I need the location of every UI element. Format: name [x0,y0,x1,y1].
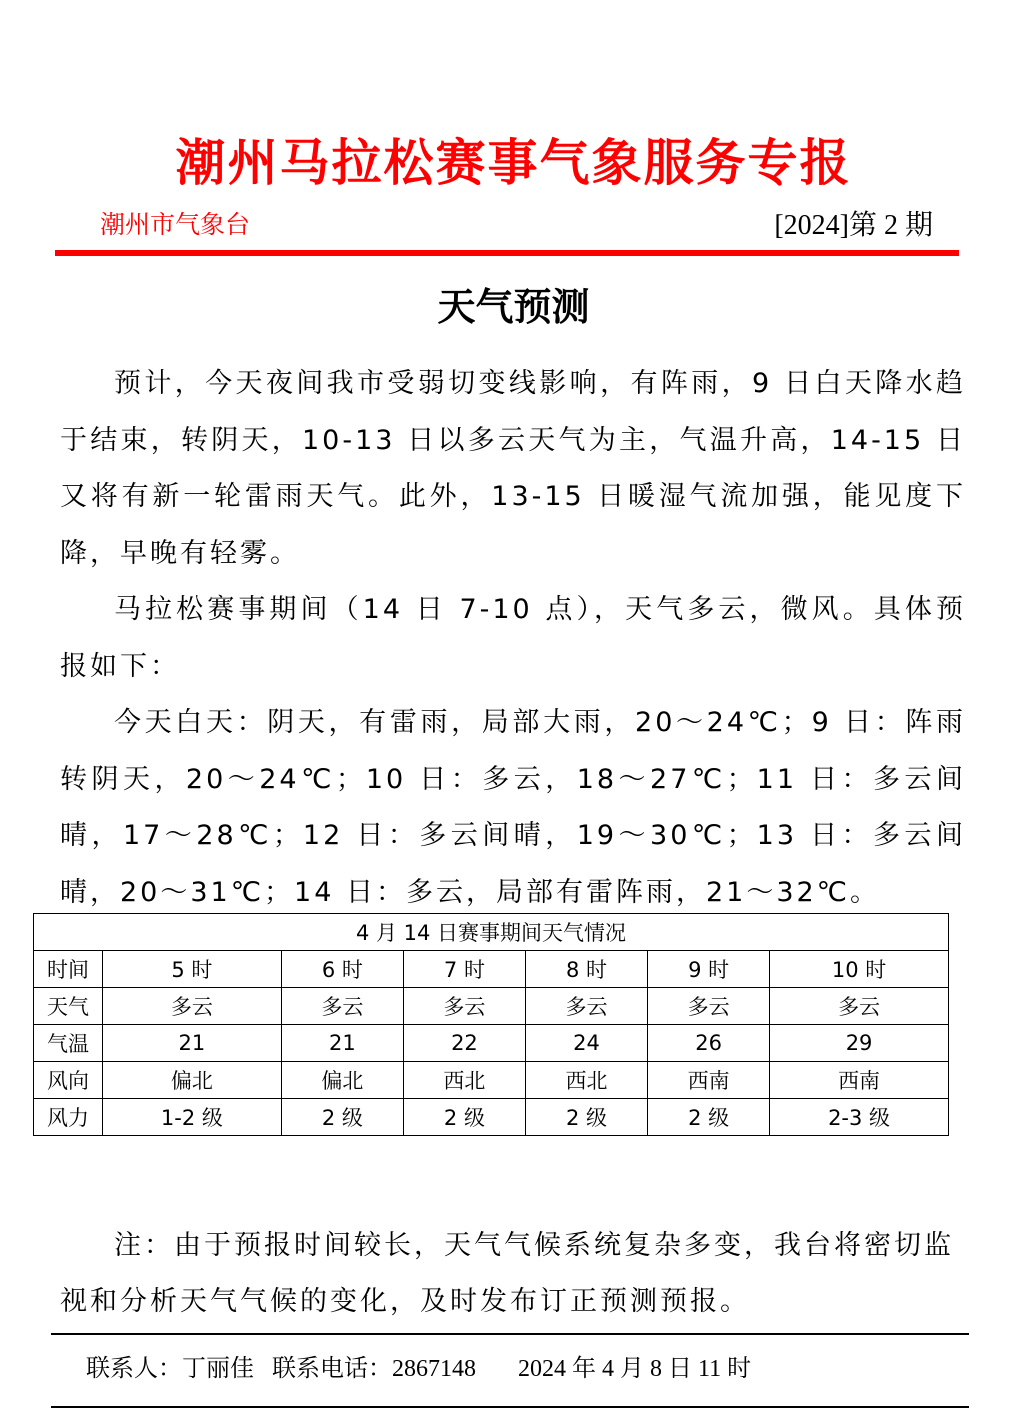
paragraph-race-period: 马拉松赛事期间（14 日 7-10 点），天气多云，微风。具体预报如下： [60,594,966,682]
table-row [34,1025,949,1062]
table-cell: 8 时 [525,951,647,988]
table-row [34,1099,949,1136]
issue-datetime: 2024 年 4 月 8 日 11 时 [518,1356,752,1382]
table-cell: 1-2 级 [103,1099,282,1136]
section-title: 天气预测 [437,285,590,329]
table-cell: 2 级 [403,1099,525,1136]
table-cell: 2 级 [281,1099,403,1136]
contact-phone: 联系电话：2867148 [272,1356,476,1382]
footer-bottom-divider [51,1406,969,1408]
table-cell: 西南 [770,1062,949,1099]
contact-person: 联系人：丁丽佳 [86,1356,254,1382]
table-cell: 偏北 [103,1062,282,1099]
race-weather-table [33,913,949,1136]
issuing-organization: 潮州市气象台 [100,210,251,239]
row-label: 天气 [34,988,103,1025]
issue-number: [2024]第 2 期 [774,210,933,241]
table-cell: 2 级 [648,1099,770,1136]
table-cell: 21 [281,1025,403,1062]
row-label: 气温 [34,1025,103,1062]
table-cell: 2-3 级 [770,1099,949,1136]
header-divider [55,250,959,256]
row-label: 风向 [34,1062,103,1099]
row-label: 风力 [34,1099,103,1136]
table-cell: 6 时 [281,951,403,988]
table-cell: 7 时 [403,951,525,988]
footer-top-divider [51,1333,969,1335]
table-row [34,951,949,988]
paragraph-overview: 预计，今天夜间我市受弱切变线影响，有阵雨，9 日白天降水趋于结束，转阴天，10-13 日以多云天气为主，气温升高，14-15 日又将有新一轮雷雨天气。此外，13-15 日暖湿气流加强，能见度下降，早晚有轻雾。 [60,368,966,569]
table-cell: 21 [103,1025,282,1062]
table-cell: 29 [770,1025,949,1062]
table-cell: 22 [403,1025,525,1062]
footer-contact [86,1348,751,1383]
table-cell: 西南 [648,1062,770,1099]
table-cell: 多云 [281,988,403,1025]
row-label: 时间 [34,951,103,988]
disclaimer-note: 注：由于预报时间较长，天气气候系统复杂多变，我台将密切监视和分析天气气候的变化，及时发布订正预测预报。 [60,1230,954,1317]
table-cell: 多云 [648,988,770,1025]
table-cell: 多云 [403,988,525,1025]
table-cell: 多云 [770,988,949,1025]
table-cell: 5 时 [103,951,282,988]
table-cell: 10 时 [770,951,949,988]
forecast-summary [60,356,966,921]
table-cell: 26 [648,1025,770,1062]
table-row [34,988,949,1025]
table-cell: 9 时 [648,951,770,988]
table-cell: 多云 [103,988,282,1025]
table-row [34,1062,949,1099]
table-caption: 4 月 14 日赛事期间天气情况 [34,914,949,951]
paragraph-daily-forecast: 今天白天：阴天，有雷雨，局部大雨，20～24℃；9 日：阵雨转阴天，20～24℃；10 日：多云，18～27℃；11 日：多云间晴，17～28℃；12 日：多云间晴，19～30℃；13 日：多云间晴，20～31℃；14 日：多云，局部有雷阵雨，21～32℃。 [60,707,966,908]
table-cell: 西北 [403,1062,525,1099]
table-cell: 西北 [525,1062,647,1099]
report-title: 潮州马拉松赛事气象服务专报 [175,134,852,192]
table-cell: 多云 [525,988,647,1025]
table-cell: 24 [525,1025,647,1062]
table-cell: 2 级 [525,1099,647,1136]
table-cell: 偏北 [281,1062,403,1099]
